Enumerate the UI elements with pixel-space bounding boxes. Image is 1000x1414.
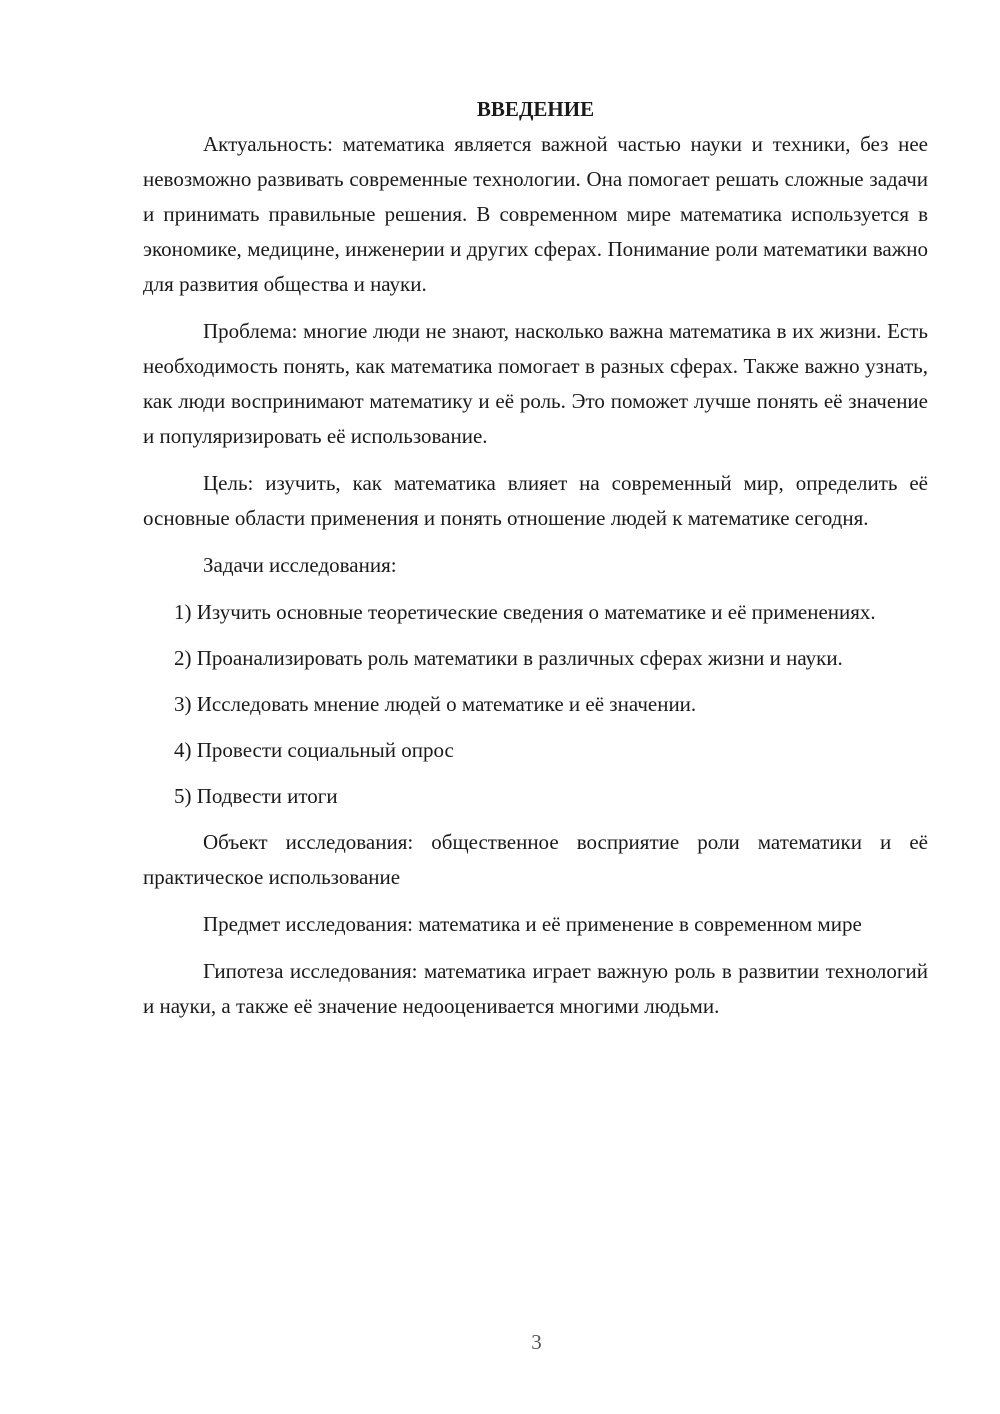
task-item: 5) Подвести итоги [174, 784, 338, 808]
paragraph-subject: Предмет исследования: математика и её применение в современном мире [203, 912, 862, 936]
task-item: 1) Изучить основные теоретические сведения о математике и её применениях. [174, 600, 876, 624]
page-title: ВВЕДЕНИЕ [476, 97, 595, 121]
page-number: 3 [531, 1330, 542, 1354]
paragraph-hypothesis: Гипотеза исследования: математика играет важную роль в развитии технологий и науки, а также её значение недооценивается многими людьми. [143, 959, 928, 1018]
paragraph-problem: Проблема: многие люди не знают, насколько важна математика в их жизни. Есть необходимость понять, как математика помогает в разных сферах. Также важно узнать, как люди воспринимают математику и её роль. Это поможет лучше понять её значение и популяризировать её использование. [143, 319, 928, 448]
task-item: 4) Провести социальный опрос [174, 738, 454, 762]
document-page [143, 92, 928, 1036]
task-item: 3) Исследовать мнение людей о математике и её значении. [174, 692, 697, 716]
paragraph-goal: Цель: изучить, как математика влияет на современный мир, определить её основные области применения и понять отношение людей к математике сегодня. [143, 471, 928, 530]
paragraph-object: Объект исследования: общественное восприятие роли математики и её практическое использование [143, 830, 928, 889]
task-item: 2) Проанализировать роль математики в различных сферах жизни и науки. [174, 646, 843, 670]
paragraph-relevance: Актуальность: математика является важной частью науки и техники, без нее невозможно развивать современные технологии. Она помогает решать сложные задачи и принимать правильные решения. В современном мире математика используется в экономике, медицине, инженерии и других сферах. Понимание роли математики важно для развития общества и науки. [143, 132, 928, 296]
tasks-heading: Задачи исследования: [203, 553, 397, 577]
